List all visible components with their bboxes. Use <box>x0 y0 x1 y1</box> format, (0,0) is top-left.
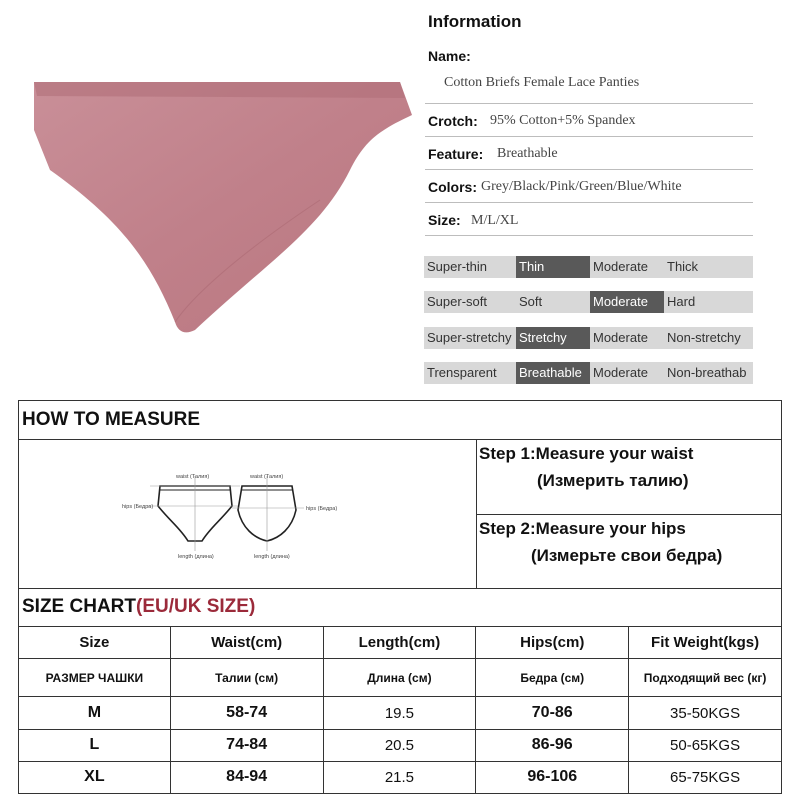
attribute-option: Non-stretchy <box>667 330 741 345</box>
name-label: Name: <box>428 48 471 64</box>
table-cell: 20.5 <box>323 729 476 761</box>
attribute-option: Moderate <box>593 330 648 345</box>
table-cell: 58-74 <box>170 697 323 729</box>
diagram-label-waist: waist (Талия) <box>176 474 210 480</box>
diagram-label-waist: waist (Талия) <box>250 474 284 480</box>
table-header-cell: Бедра (см) <box>476 659 629 697</box>
table-cell: 50-65KGS <box>629 729 782 761</box>
table-header-row-ru <box>19 659 782 697</box>
table-row <box>19 761 782 793</box>
table-cell: 21.5 <box>323 761 476 793</box>
diagram-label-length: length (длина) <box>254 554 290 560</box>
table-header-cell: Hips(cm) <box>476 627 629 659</box>
attribute-bar-thickness <box>424 256 753 278</box>
step2-text: Step 2:Measure your hips <box>479 519 686 538</box>
attribute-option: Super-soft <box>427 294 487 309</box>
table-row <box>19 697 782 729</box>
step2-ru-text: (Измерьте свои бедра) <box>531 546 723 565</box>
attribute-option: Super-thin <box>427 259 487 274</box>
crotch-value: 95% Cotton+5% Spandex <box>490 113 636 128</box>
colors-label: Colors: <box>428 179 477 195</box>
table-cell: M <box>19 697 171 729</box>
size-value: M/L/XL <box>471 213 519 228</box>
attribute-option: Soft <box>519 294 543 309</box>
divider <box>425 136 753 137</box>
attribute-bar-stretch <box>424 327 753 349</box>
table-header-cell: Fit Weight(kgs) <box>629 627 782 659</box>
feature-label: Feature: <box>428 146 484 162</box>
attribute-option: Breathable <box>516 362 590 384</box>
attribute-option: Thick <box>667 259 699 274</box>
step1-text: Step 1:Measure your waist <box>479 444 694 463</box>
table-header-cell: Талии (см) <box>170 659 323 697</box>
table-cell: 74-84 <box>170 729 323 761</box>
attribute-option: Thin <box>516 256 590 278</box>
table-cell: 35-50KGS <box>629 697 782 729</box>
table-header-cell: Подходящий вес (кг) <box>629 659 782 697</box>
colors-value: Grey/Black/Pink/Green/Blue/White <box>481 179 682 194</box>
divider <box>425 169 753 170</box>
table-cell: XL <box>19 761 171 793</box>
table-header-cell: Length(cm) <box>323 627 476 659</box>
table-header-cell: Size <box>19 627 171 659</box>
measure-title: HOW TO MEASURE <box>22 409 201 430</box>
diagram-label-hips: hips (Бедра) <box>306 506 338 512</box>
attribute-option: Non-breathab <box>667 365 747 380</box>
diagram-label-length: length (длина) <box>178 554 214 560</box>
name-value: Cotton Briefs Female Lace Panties <box>444 75 640 90</box>
table-header-cell: РАЗМЕР ЧАШКИ <box>19 659 171 697</box>
attribute-option: Hard <box>667 294 696 309</box>
step1-ru-text: (Измерить талию) <box>537 471 689 490</box>
attribute-bar-breathability <box>424 362 753 384</box>
attribute-option: Trensparent <box>427 365 497 380</box>
table-header-row <box>19 627 782 659</box>
crotch-label: Crotch: <box>428 113 478 129</box>
table-cell: 96-106 <box>476 761 629 793</box>
divider <box>425 202 753 203</box>
attribute-option: Moderate <box>593 365 648 380</box>
attribute-option: Moderate <box>590 291 664 313</box>
divider <box>425 235 753 236</box>
divider <box>425 103 753 104</box>
info-title: Information <box>428 12 522 31</box>
table-cell: 84-94 <box>170 761 323 793</box>
size-chart-title <box>22 596 255 618</box>
table-cell: 65-75KGS <box>629 761 782 793</box>
table-header-cell: Waist(cm) <box>170 627 323 659</box>
measure-diagram <box>120 466 350 562</box>
table-header-cell: Длина (см) <box>323 659 476 697</box>
size-chart-table <box>18 626 782 794</box>
table-cell: L <box>19 729 171 761</box>
table-cell: 86-96 <box>476 729 629 761</box>
diagram-label-hips: hips (Бедра) <box>122 504 154 510</box>
attribute-bar-softness <box>424 291 753 313</box>
attribute-option: Moderate <box>593 259 648 274</box>
table-cell: 70-86 <box>476 697 629 729</box>
table-row <box>19 729 782 761</box>
attribute-option: Stretchy <box>516 327 590 349</box>
product-image <box>20 60 420 350</box>
size-chart-title-main: SIZE CHART <box>22 596 136 617</box>
size-chart-title-sub: (EU/UK SIZE) <box>136 596 256 617</box>
table-cell: 19.5 <box>323 697 476 729</box>
attribute-option: Super-stretchy <box>427 330 512 345</box>
feature-value: Breathable <box>497 146 558 161</box>
size-label: Size: <box>428 212 461 228</box>
